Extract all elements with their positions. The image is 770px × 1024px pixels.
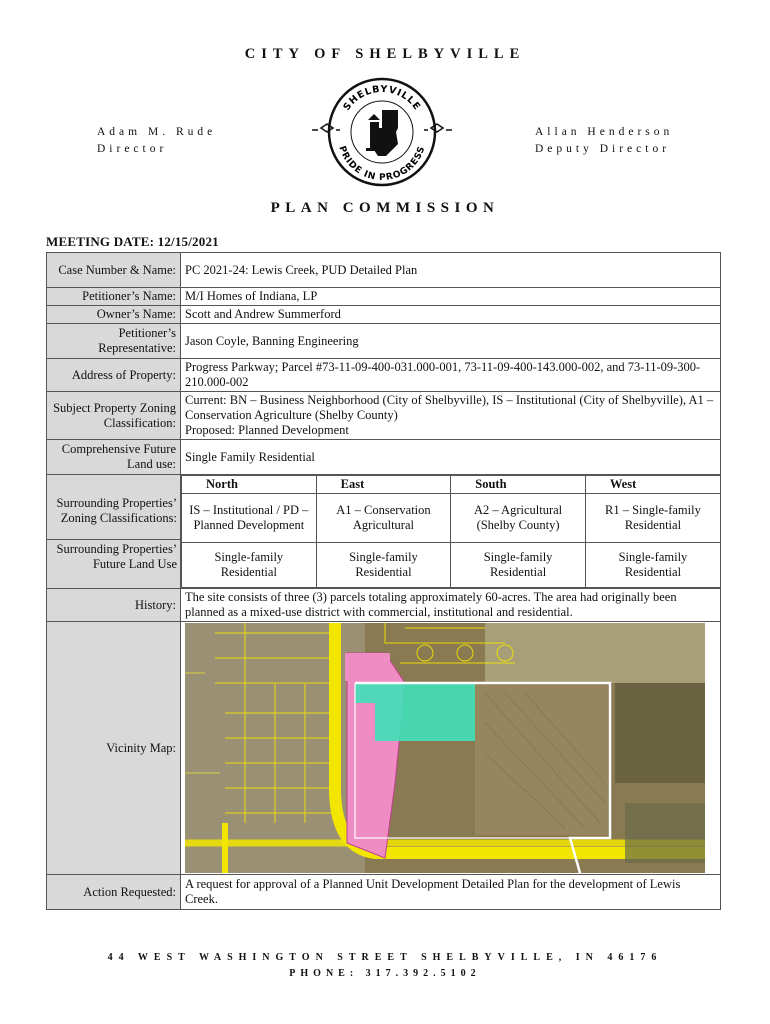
deputy-block: [535, 124, 673, 158]
meeting-date: MEETING DATE: 12/15/2021: [46, 234, 219, 249]
future-south: Single-family Residential: [451, 543, 586, 588]
surrounding-zoning-row: [182, 494, 721, 543]
direction-south: South: [451, 476, 586, 494]
representative-row: [47, 324, 721, 359]
future-east: Single-family Residential: [316, 543, 451, 588]
history-value: The site consists of three (3) parcels totaling approximately 60-acres. The area had originally been planned as a mixed-use district with commercial, institutional and residential.: [181, 589, 721, 622]
future-west: Single-family Residential: [585, 543, 720, 588]
history-label: History:: [47, 589, 181, 622]
future-land-use-label: Comprehensive Future Land use:: [47, 440, 181, 475]
svg-text:PRIDE IN PROGRESS: PRIDE IN PROGRESS: [336, 144, 428, 184]
zoning-west: R1 – Single-family Residential: [585, 494, 720, 543]
vicinity-map-cell: [181, 622, 721, 875]
action-label: Action Requested:: [47, 875, 181, 910]
case-label: Case Number & Name:: [47, 253, 181, 288]
surrounding-zoning-label: Surrounding Properties’ Zoning Classifications:: [47, 494, 180, 540]
petitioner-row: [47, 288, 721, 306]
city-title: CITY OF SHELBYVILLE: [244, 46, 526, 62]
zoning-east: A1 – Conservation Agricultural: [316, 494, 451, 543]
surrounding-future-label: Surrounding Properties’ Future Land Use: [56, 542, 177, 571]
direction-north: North: [182, 476, 317, 494]
direction-header-row: [182, 476, 721, 494]
vicinity-map: [185, 623, 705, 873]
vicinity-map-row: [47, 622, 721, 875]
action-value: A request for approval of a Planned Unit Development Detailed Plan for the development of Lewis Creek.: [181, 875, 721, 910]
owner-value: Scott and Andrew Summerford: [181, 306, 721, 324]
director-block: [97, 124, 216, 158]
surrounding-future-row: [182, 543, 721, 588]
petitioner-value: M/I Homes of Indiana, LP: [181, 288, 721, 306]
owner-row: [47, 306, 721, 324]
case-row: [47, 253, 721, 288]
future-north: Single-family Residential: [182, 543, 317, 588]
zoning-proposed: Proposed: Planned Development: [185, 423, 349, 437]
zoning-north: IS – Institutional / PD – Planned Development: [182, 494, 317, 543]
zoning-south: A2 – Agricultural (Shelby County): [451, 494, 586, 543]
history-row: [47, 589, 721, 622]
deputy-name: Allan Henderson: [535, 126, 674, 138]
action-row: [47, 875, 721, 910]
surrounding-table: [181, 475, 720, 588]
zoning-label: Subject Property Zoning Classification:: [47, 392, 181, 440]
representative-label: Petitioner’s Representative:: [47, 324, 181, 359]
address-value: Progress Parkway; Parcel #73-11-09-400-031.000-001, 73-11-09-400-143.000-002, and 73-11-09-300-210.000-002: [181, 359, 721, 392]
case-value: PC 2021-24: Lewis Creek, PUD Detailed Plan: [181, 253, 721, 288]
future-land-use-row: [47, 440, 721, 475]
vicinity-map-label: Vicinity Map:: [47, 622, 181, 875]
surrounding-labels: [47, 475, 181, 589]
zoning-current: Current: BN – Business Neighborhood (City of Shelbyville), IS – Institutional (City of Shelbyville), A1 – Conservation Agriculture (Shelby County): [185, 393, 714, 422]
address-row: [47, 359, 721, 392]
address-label: Address of Property:: [47, 359, 181, 392]
zoning-value: [181, 392, 721, 440]
deputy-title: Deputy Director: [535, 143, 671, 155]
zoning-row: [47, 392, 721, 440]
surrounding-row: [47, 475, 721, 589]
city-seal-logo: [312, 70, 452, 192]
footer-address: 44 WEST WASHINGTON STREET SHELBYVILLE, IN 46176: [107, 952, 663, 963]
surrounding-grid: [181, 475, 721, 589]
future-land-use-value: Single Family Residential: [181, 440, 721, 475]
director-name: Adam M. Rude: [97, 126, 217, 138]
petitioner-label: Petitioner’s Name:: [47, 288, 181, 306]
plan-commission-title: PLAN COMMISSION: [270, 200, 500, 216]
direction-west: West: [585, 476, 720, 494]
owner-label: Owner’s Name:: [47, 306, 181, 324]
direction-east: East: [316, 476, 451, 494]
footer-phone: PHONE: 317.392.5102: [289, 968, 481, 979]
case-table: [46, 252, 721, 910]
representative-value: Jason Coyle, Banning Engineering: [181, 324, 721, 359]
director-title: Director: [97, 143, 168, 155]
svg-text:SHELBYVILLE: SHELBYVILLE: [341, 83, 423, 113]
